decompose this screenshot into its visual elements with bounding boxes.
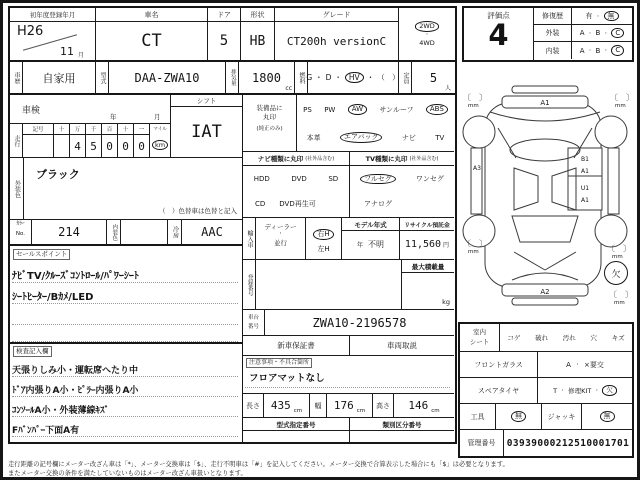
drivetrain-4wd: 4WD <box>419 38 435 47</box>
windshield-x: ×要交 <box>583 360 604 369</box>
documents-row <box>243 336 454 356</box>
diagram-missing-circle: 欠 <box>604 261 628 285</box>
mileage-col-10k: 万 <box>70 124 85 135</box>
color-change-note: （ ）色替車は色替と記入 <box>159 207 237 215</box>
exterior-color-label: 外装色 <box>10 158 24 219</box>
nav-dvd-play: DVD再生可 <box>279 200 316 208</box>
width-unit: cm <box>356 408 366 414</box>
jack-label: ジャッキ <box>542 404 582 429</box>
fuel-cell <box>308 62 399 93</box>
footer-note <box>8 461 634 479</box>
displacement-unit: cc <box>285 85 292 92</box>
cell-body-shape <box>241 8 275 60</box>
front-plate-strip <box>512 86 578 93</box>
shift-value: IAT <box>191 122 222 142</box>
capacity-label: 定員 <box>399 62 412 93</box>
footer-note-line1: 走行距離の記号欄にメーター改ざん車は「*」、メーター交換車は「$」、走行不明車は「#」を記入してください。メーター交換で合算表示した場合にも「$」は必要となります。 <box>8 461 509 468</box>
right-door-rail <box>608 148 619 214</box>
tools-value-cell <box>496 404 542 429</box>
interior-grade-c-circled: C <box>611 45 624 56</box>
car-name-label: 車名 <box>96 8 207 22</box>
main-area <box>10 95 455 442</box>
month-unit: 月 <box>77 52 84 59</box>
tv-full-seg-circled: フルセグ <box>360 174 396 185</box>
score-value: 4 <box>488 18 509 52</box>
model-year-unit: 年 <box>356 242 363 249</box>
color-no-row <box>10 220 242 246</box>
equipment-label: 装備品に 丸印 (純正のみ) <box>243 95 297 151</box>
displacement-cell <box>239 62 295 93</box>
inspector-notes-box <box>10 344 242 442</box>
score-label: 評価点 <box>487 11 510 20</box>
tools-label: 工具 <box>460 404 496 429</box>
spare-tire-row: スペアタイヤ T ・ 修理KIT ・ 欠 <box>460 378 632 404</box>
model-year-label: モデル年式 <box>342 218 399 231</box>
color-no-value: 214 <box>32 220 107 244</box>
sales-point-empty-line2 <box>12 325 238 342</box>
bracket-bottom-left: 〔 〕 <box>463 239 487 248</box>
shaken-month-label: 月 <box>154 113 161 121</box>
equip-airbag-circled: エアバック <box>340 132 382 143</box>
history-label: 車歴 <box>10 62 23 93</box>
capacity-unit: 人 <box>444 85 451 92</box>
recycle-cell <box>400 218 454 259</box>
fuel-hybrid-circled: HV <box>345 72 364 83</box>
mileage-digit-10k: 4 <box>74 139 81 153</box>
type-number-label: 型式指定番号 <box>243 418 350 430</box>
mileage-digit-100: 0 <box>106 139 113 153</box>
height-unit: cm <box>431 408 440 414</box>
height-label: 高さ <box>373 394 394 417</box>
jack-value-cell <box>582 404 632 429</box>
bracket-top-right: 〔 〕 <box>610 93 634 102</box>
left-panel <box>8 6 457 444</box>
cell-drivetrain <box>399 8 455 60</box>
equipment-row1 <box>297 95 454 124</box>
registration-label: 登録番号 <box>243 260 256 309</box>
seat-tear: 破れ <box>535 334 549 342</box>
mileage-grid <box>23 124 170 157</box>
shaken-label: 車検 <box>22 106 41 116</box>
bracket-top-left-mm: mm <box>468 103 479 109</box>
media-options-row <box>243 166 454 218</box>
height-value: 146 <box>408 399 429 412</box>
mileage-digit-sign <box>23 135 53 157</box>
interior-color-value <box>121 220 168 244</box>
windshield-a: A <box>566 360 571 369</box>
right-hand-circled: 右H <box>313 229 333 240</box>
nav-type-header: ナビ種類に丸印 (社外品含む) <box>243 152 350 165</box>
recycle-yen: 円 <box>443 242 450 249</box>
shaken-row <box>10 95 170 124</box>
equip-ps: PS <box>303 105 312 114</box>
sales-point-line2: ｼｰﾄﾋｰﾀｰ/Bｶﾒ/LED <box>12 283 238 304</box>
equip-aw-circled: AW <box>348 104 367 115</box>
nav-dvd: DVD <box>291 175 307 183</box>
drivetrain-dot: ・ <box>424 31 430 38</box>
caution-box <box>243 356 454 394</box>
doors-value: 5 <box>219 33 229 49</box>
registration-row <box>243 260 454 310</box>
length-value: 435 <box>270 399 291 412</box>
equip-sunroof: サンルーフ <box>379 105 414 114</box>
mileage-digit-10: 0 <box>122 139 129 153</box>
damage-right-2: A1 <box>581 168 589 175</box>
body-shape-label: 形状 <box>241 8 274 22</box>
type-number-header-row <box>243 418 454 431</box>
doors-label: ドア <box>208 8 240 22</box>
equip-navi: ナビ <box>401 133 416 142</box>
spare-repair-kit: 修理KIT <box>568 387 592 395</box>
caution-dotted-line <box>245 387 450 388</box>
color-no-label: ｶﾗｰ No. <box>10 220 32 244</box>
media-header-row <box>243 152 454 166</box>
fuel-other-blank: （ ） <box>377 73 400 82</box>
caution-label: 注意事項・不具合箇所 <box>246 358 312 368</box>
control-number-value: 03939000212510001701 <box>506 437 630 449</box>
capacity-value: 5 <box>429 70 438 85</box>
cell-grade <box>275 8 399 60</box>
mileage-col-100k: 十 <box>54 124 69 135</box>
mileage-digit-100k <box>54 135 69 157</box>
inspector-line1: 天張りしみ小・運転席へたり中 <box>12 357 238 377</box>
mileage-col-10: 十 <box>118 124 133 135</box>
repair-history-label: 修復歴 <box>534 8 572 24</box>
tv-analog: アナログ <box>364 200 392 208</box>
car-name-value: CT <box>141 31 162 51</box>
max-load-cell <box>401 260 454 309</box>
model-year-value: 不明 <box>368 240 384 249</box>
tv-options <box>350 166 454 217</box>
seat-burn: コゲ <box>507 334 521 342</box>
bracket-bottom-right-2-mm: mm <box>614 300 625 306</box>
bracket-top-left: 〔 〕 <box>463 93 487 102</box>
fuel-dot3: ・ <box>366 73 375 82</box>
bracket-bottom-right: 〔 〕 <box>607 244 631 253</box>
repair-history-row: 修復歴 有 ・ 無 <box>534 8 632 25</box>
windshield-label: フロントガラス <box>460 352 538 377</box>
tv-one-seg: ワンセグ <box>415 175 444 183</box>
seat-stain: 汚れ <box>562 334 576 342</box>
bracket-bottom-left-mm: mm <box>468 249 479 255</box>
spare-tire-label: スペアタイヤ <box>460 378 538 403</box>
fuel-gasoline: G <box>306 73 313 82</box>
import-label: 輸入車 <box>243 218 256 259</box>
length-unit: cm <box>293 408 303 414</box>
shaken-year-label: 年 <box>110 113 117 121</box>
interior-color-label: 内装色 <box>107 220 121 244</box>
damage-rear-bumper: A2 <box>540 288 550 296</box>
damage-left-side: A3 <box>473 165 481 172</box>
inspector-notes-label: 検査記入欄 <box>13 346 52 357</box>
spare-t: T <box>553 386 558 395</box>
left-hand: 左H <box>317 245 330 253</box>
nav-hdd: HDD <box>253 175 270 183</box>
import-dealer-cell: ディーラー ・ 並行 <box>256 218 306 259</box>
exterior-grade-label: 外装 <box>534 25 572 41</box>
first-registration-month: 11 <box>60 45 74 58</box>
evaluation-box <box>462 6 634 62</box>
seat-row <box>460 324 632 352</box>
score-cell <box>464 8 534 60</box>
max-load-unit: kg <box>442 298 450 306</box>
capacity-cell <box>412 62 455 93</box>
bracket-top-right-mm: mm <box>615 103 626 109</box>
warranty-cell: 新車保証書 <box>243 336 350 355</box>
sales-point-empty-line1 <box>12 304 238 325</box>
width-label: 幅 <box>310 394 327 417</box>
sales-point-line1: ﾅﾋﾞTV/ｸﾙｰｽﾞｺﾝﾄﾛｰﾙ/ﾊﾟﾜｰｼｰﾄ <box>12 262 238 283</box>
control-number-label: 管理番号 <box>460 430 504 456</box>
rear-plate-strip <box>512 298 578 305</box>
condition-table <box>458 322 634 458</box>
max-load-label: 最大積載量 <box>402 260 454 273</box>
wheel-front-left <box>463 116 495 148</box>
recycle-label: リサイクル預託金 <box>400 218 454 231</box>
model-code-value: DAA-ZWA10 <box>109 62 226 93</box>
equip-tv: TV <box>435 133 445 142</box>
mileage-col-1: 一 <box>134 124 149 135</box>
inspector-line4: Fﾊﾞﾝﾊﾟｰ下面A有 <box>12 417 238 437</box>
exterior-grade-c-circled: C <box>611 28 624 39</box>
first-registration-era: H26 <box>17 24 44 39</box>
cell-doors <box>208 8 241 60</box>
mileage-label: 走行 <box>10 124 23 157</box>
equip-leather: 本革 <box>306 133 321 142</box>
first-registration-label: 初年度登録年月 <box>10 8 95 22</box>
width-value-cell <box>327 394 373 417</box>
mileage-km-circled: km <box>152 140 168 150</box>
inspector-line3: ｺﾝｿｰﾙA小・外装薄線ｷｽﾞ <box>12 397 238 417</box>
damage-right-3: U1 <box>580 185 590 192</box>
seat-scratch: キズ <box>611 334 625 342</box>
chassis-row <box>243 310 454 336</box>
damage-front-bumper: A1 <box>540 99 550 107</box>
jack-none-circled: 無 <box>600 411 615 422</box>
ac-value: AAC <box>201 225 223 239</box>
seat-hole: 穴 <box>590 334 598 342</box>
equip-pw: PW <box>324 105 336 114</box>
model-code-label: 型式 <box>96 62 109 93</box>
bracket-bottom-right-2: 〔 〕 <box>609 290 633 299</box>
fuel-dot2: ・ <box>334 73 342 82</box>
seat-label: 室内 シート <box>460 324 500 351</box>
exterior-grade-row: 外装 A ・ B ・ C <box>534 25 632 42</box>
sales-point-label: セールスポイント <box>13 249 70 260</box>
tools-row <box>460 404 632 430</box>
spare-missing-circled: 欠 <box>602 385 617 395</box>
import-row <box>243 218 454 260</box>
model-year-cell <box>342 218 400 259</box>
row1 <box>10 8 455 62</box>
displacement-label: 排気量 <box>226 62 239 93</box>
body-shape-value: HB <box>249 33 266 49</box>
interior-grade-row: 内装 A ・ B ・ C <box>534 42 632 59</box>
mileage-digit-1k: 5 <box>90 139 97 153</box>
mileage-col-100: 百 <box>102 124 117 135</box>
type-number-blank-row <box>243 431 454 442</box>
recycle-value: 11,560 <box>404 239 442 250</box>
width-value: 176 <box>333 399 354 412</box>
repair-yes: 有 <box>585 12 593 20</box>
mileage-col-sign: 記号 <box>23 124 53 135</box>
mileage-col-1k: 千 <box>86 124 101 135</box>
right-subcolumn <box>242 95 455 442</box>
history-value: 自家用 <box>23 62 96 93</box>
fuel-label: 燃料 <box>295 62 308 93</box>
inspector-line2: ﾄﾞｱ内張りA小・ﾋﾟﾗｰ内張りA小 <box>12 377 238 397</box>
sales-point-box <box>10 246 242 344</box>
windshield-row: フロントガラス A ・ ×要交 <box>460 352 632 378</box>
dimensions-row <box>243 394 454 418</box>
class-number-label: 類別区分番号 <box>382 420 422 429</box>
fuel-diesel: D <box>325 73 332 82</box>
control-number-row <box>460 430 632 456</box>
wheel-front-right <box>595 116 627 148</box>
import-hand-cell <box>306 218 342 259</box>
length-label: 長さ <box>243 394 264 417</box>
fuel-dot1: ・ <box>315 73 323 82</box>
bracket-bottom-right-mm: mm <box>612 254 623 260</box>
nav-sd: SD <box>328 175 339 183</box>
row2 <box>10 62 455 95</box>
chassis-label: 車台 番号 <box>243 310 265 335</box>
damage-right-4: A1 <box>581 197 589 204</box>
height-value-cell <box>394 394 454 417</box>
mileage-row <box>10 124 170 158</box>
cell-car-name <box>96 8 208 60</box>
grade-label: グレード <box>275 8 398 22</box>
cell-first-registration <box>10 8 96 60</box>
length-value-cell <box>264 394 310 417</box>
tools-none-circled: 無 <box>511 411 526 422</box>
exterior-color-box <box>10 158 242 220</box>
mileage-digit-1: 0 <box>138 139 145 153</box>
equipment-box <box>243 95 454 152</box>
manual-cell: 車両取説 <box>387 341 417 350</box>
damage-right-1: B1 <box>581 156 589 163</box>
shift-label: シフト <box>171 95 242 107</box>
repair-no-circled: 無 <box>604 11 619 22</box>
footer-note-line2: またメーター交換の条件を満たしていないものはメーター改ざん車扱いとなります。 <box>8 469 247 477</box>
grade-value: CT200h versionC <box>286 34 387 48</box>
chassis-value: ZWA10-2196578 <box>312 315 407 330</box>
equipment-row2 <box>297 124 454 151</box>
tv-type-header: TV種類に丸印 (社外品含む) <box>365 155 439 163</box>
caution-text: フロアマットなし <box>249 373 325 384</box>
left-door-rail <box>471 148 482 214</box>
displacement-value: 1800 <box>252 70 281 85</box>
drivetrain-2wd-circled: 2WD <box>415 21 439 31</box>
exterior-color-value: ブラック <box>36 168 80 181</box>
interior-grade-label: 内装 <box>534 42 572 59</box>
shift-box <box>170 95 242 158</box>
ac-label: 冷房 <box>168 220 182 244</box>
equip-abs-circled: ABS <box>426 104 448 115</box>
nav-cd: CD <box>255 200 266 208</box>
mileage-mile-label: マイル <box>153 127 167 132</box>
nav-options <box>243 166 350 217</box>
